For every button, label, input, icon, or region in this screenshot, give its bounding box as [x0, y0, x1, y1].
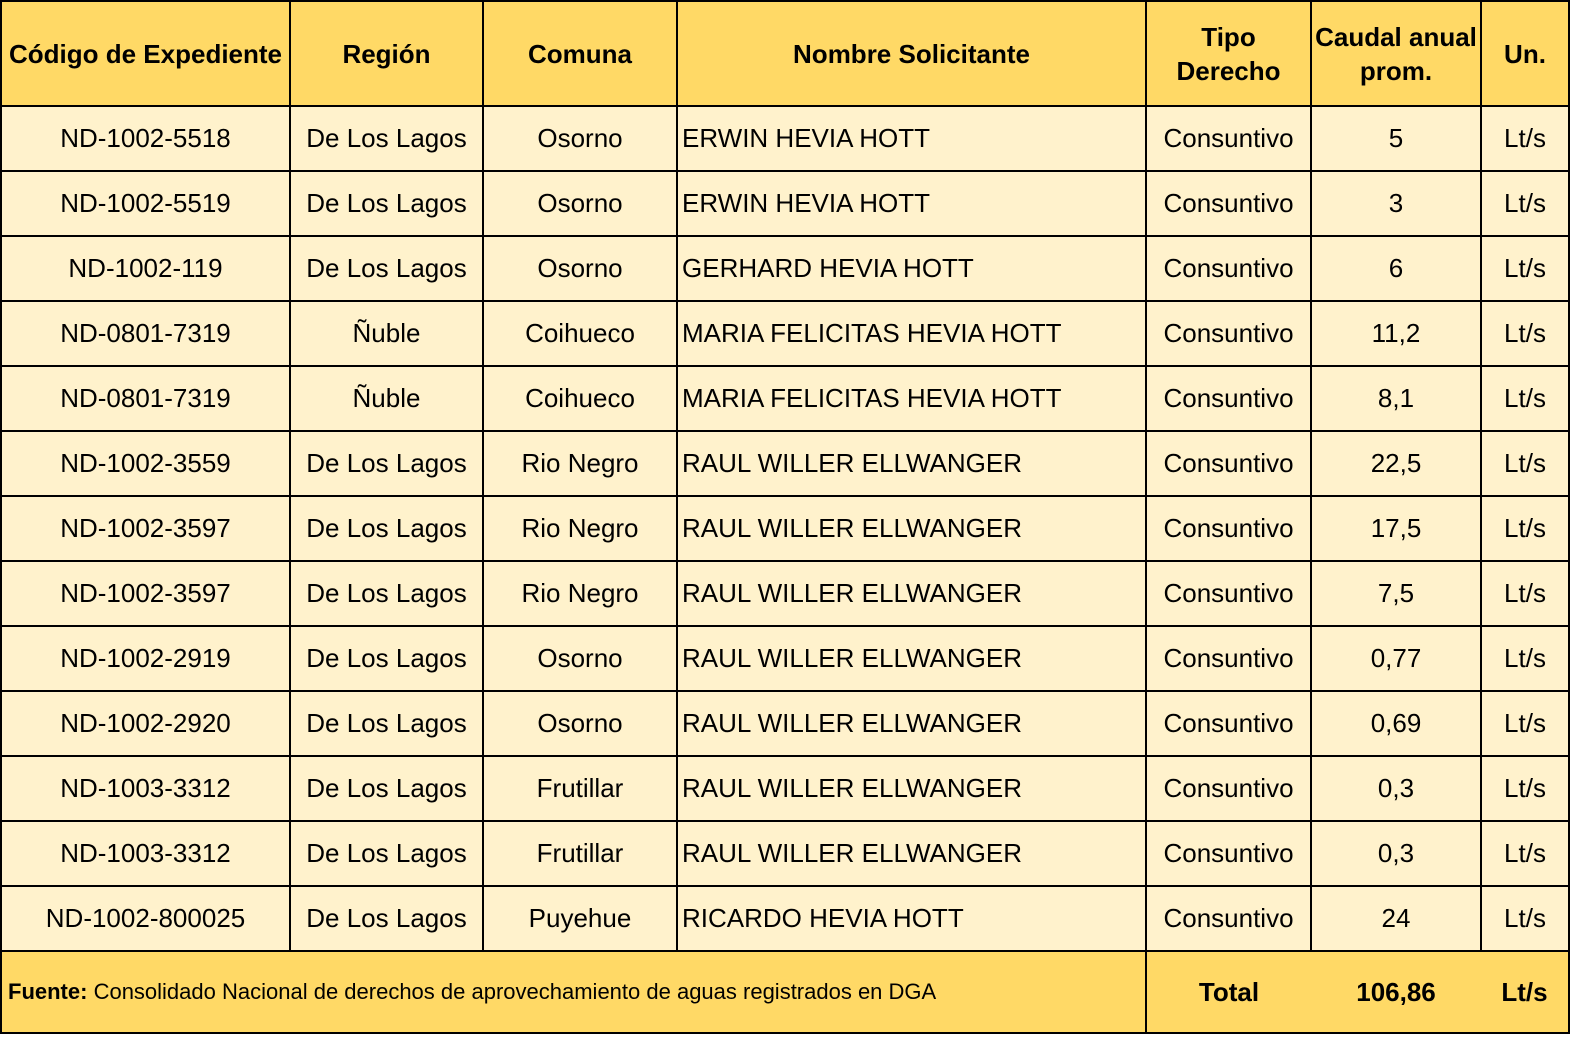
cell-unidad: Lt/s: [1481, 821, 1569, 886]
header-nombre-solicitante: Nombre Solicitante: [677, 1, 1146, 106]
cell-caudal: 3: [1311, 171, 1481, 236]
cell-codigo-expediente: ND-1002-5519: [1, 171, 290, 236]
source-text: Consolidado Nacional de derechos de aprovechamiento de aguas registrados en DGA: [87, 979, 937, 1004]
cell-codigo-expediente: ND-0801-7319: [1, 301, 290, 366]
table-row: [1, 171, 1569, 236]
total-value: 106,86: [1311, 951, 1481, 1033]
footer-row: [1, 951, 1569, 1033]
cell-comuna: Osorno: [483, 106, 677, 171]
cell-unidad: Lt/s: [1481, 366, 1569, 431]
cell-nombre-solicitante: GERHARD HEVIA HOTT: [677, 236, 1146, 301]
cell-nombre-solicitante: RAUL WILLER ELLWANGER: [677, 496, 1146, 561]
cell-region: De Los Lagos: [290, 496, 483, 561]
cell-tipo-derecho: Consuntivo: [1146, 106, 1311, 171]
cell-nombre-solicitante: RAUL WILLER ELLWANGER: [677, 756, 1146, 821]
source-note: [1, 951, 1146, 1033]
cell-region: De Los Lagos: [290, 431, 483, 496]
cell-region: De Los Lagos: [290, 626, 483, 691]
cell-comuna: Coihueco: [483, 366, 677, 431]
table-header: [1, 1, 1569, 106]
header-comuna: Comuna: [483, 1, 677, 106]
cell-nombre-solicitante: ERWIN HEVIA HOTT: [677, 171, 1146, 236]
cell-caudal: 5: [1311, 106, 1481, 171]
cell-comuna: Rio Negro: [483, 561, 677, 626]
table-row: [1, 496, 1569, 561]
cell-unidad: Lt/s: [1481, 886, 1569, 951]
table-row: [1, 561, 1569, 626]
total-label: Total: [1146, 951, 1311, 1033]
cell-nombre-solicitante: MARIA FELICITAS HEVIA HOTT: [677, 366, 1146, 431]
table-row: [1, 106, 1569, 171]
cell-codigo-expediente: ND-1002-3597: [1, 561, 290, 626]
cell-unidad: Lt/s: [1481, 171, 1569, 236]
cell-unidad: Lt/s: [1481, 756, 1569, 821]
table-row: [1, 236, 1569, 301]
header-tipo-derecho: Tipo Derecho: [1146, 1, 1311, 106]
cell-comuna: Osorno: [483, 691, 677, 756]
cell-region: De Los Lagos: [290, 236, 483, 301]
cell-codigo-expediente: ND-1003-3312: [1, 756, 290, 821]
cell-tipo-derecho: Consuntivo: [1146, 561, 1311, 626]
cell-caudal: 0,3: [1311, 821, 1481, 886]
cell-unidad: Lt/s: [1481, 561, 1569, 626]
cell-region: De Los Lagos: [290, 691, 483, 756]
cell-region: De Los Lagos: [290, 561, 483, 626]
cell-comuna: Osorno: [483, 236, 677, 301]
cell-caudal: 11,2: [1311, 301, 1481, 366]
cell-codigo-expediente: ND-1002-2920: [1, 691, 290, 756]
cell-nombre-solicitante: RAUL WILLER ELLWANGER: [677, 691, 1146, 756]
cell-region: De Los Lagos: [290, 106, 483, 171]
cell-caudal: 24: [1311, 886, 1481, 951]
cell-codigo-expediente: ND-1002-3597: [1, 496, 290, 561]
cell-comuna: Frutillar: [483, 756, 677, 821]
cell-comuna: Coihueco: [483, 301, 677, 366]
cell-comuna: Rio Negro: [483, 496, 677, 561]
cell-caudal: 0,3: [1311, 756, 1481, 821]
cell-caudal: 0,77: [1311, 626, 1481, 691]
cell-codigo-expediente: ND-1002-5518: [1, 106, 290, 171]
cell-tipo-derecho: Consuntivo: [1146, 821, 1311, 886]
table-row: [1, 886, 1569, 951]
cell-region: Ñuble: [290, 301, 483, 366]
table-row: [1, 366, 1569, 431]
table-body: [1, 106, 1569, 951]
cell-unidad: Lt/s: [1481, 691, 1569, 756]
cell-caudal: 17,5: [1311, 496, 1481, 561]
cell-region: De Los Lagos: [290, 756, 483, 821]
table-row: [1, 301, 1569, 366]
table-row: [1, 691, 1569, 756]
cell-caudal: 7,5: [1311, 561, 1481, 626]
header-unidad: Un.: [1481, 1, 1569, 106]
cell-tipo-derecho: Consuntivo: [1146, 431, 1311, 496]
cell-unidad: Lt/s: [1481, 106, 1569, 171]
table-row: [1, 626, 1569, 691]
source-label: Fuente:: [8, 979, 88, 1004]
header-region: Región: [290, 1, 483, 106]
cell-unidad: Lt/s: [1481, 236, 1569, 301]
header-codigo-expediente: Código de Expediente: [1, 1, 290, 106]
cell-nombre-solicitante: RICARDO HEVIA HOTT: [677, 886, 1146, 951]
cell-nombre-solicitante: RAUL WILLER ELLWANGER: [677, 821, 1146, 886]
table-row: [1, 756, 1569, 821]
cell-nombre-solicitante: ERWIN HEVIA HOTT: [677, 106, 1146, 171]
cell-comuna: Frutillar: [483, 821, 677, 886]
cell-codigo-expediente: ND-1003-3312: [1, 821, 290, 886]
header-row: [1, 1, 1569, 106]
table-footer: [1, 951, 1569, 1033]
cell-unidad: Lt/s: [1481, 496, 1569, 561]
cell-tipo-derecho: Consuntivo: [1146, 236, 1311, 301]
cell-comuna: Osorno: [483, 626, 677, 691]
cell-nombre-solicitante: RAUL WILLER ELLWANGER: [677, 561, 1146, 626]
cell-tipo-derecho: Consuntivo: [1146, 886, 1311, 951]
cell-comuna: Rio Negro: [483, 431, 677, 496]
cell-tipo-derecho: Consuntivo: [1146, 366, 1311, 431]
header-caudal: Caudal anual prom.: [1311, 1, 1481, 106]
cell-tipo-derecho: Consuntivo: [1146, 691, 1311, 756]
cell-region: De Los Lagos: [290, 886, 483, 951]
cell-region: De Los Lagos: [290, 821, 483, 886]
cell-nombre-solicitante: MARIA FELICITAS HEVIA HOTT: [677, 301, 1146, 366]
cell-codigo-expediente: ND-1002-800025: [1, 886, 290, 951]
cell-comuna: Osorno: [483, 171, 677, 236]
cell-nombre-solicitante: RAUL WILLER ELLWANGER: [677, 431, 1146, 496]
cell-caudal: 22,5: [1311, 431, 1481, 496]
table-row: [1, 431, 1569, 496]
cell-unidad: Lt/s: [1481, 431, 1569, 496]
cell-region: De Los Lagos: [290, 171, 483, 236]
cell-comuna: Puyehue: [483, 886, 677, 951]
total-unit: Lt/s: [1481, 951, 1569, 1033]
cell-unidad: Lt/s: [1481, 301, 1569, 366]
cell-caudal: 8,1: [1311, 366, 1481, 431]
cell-tipo-derecho: Consuntivo: [1146, 626, 1311, 691]
cell-codigo-expediente: ND-1002-119: [1, 236, 290, 301]
cell-caudal: 6: [1311, 236, 1481, 301]
cell-tipo-derecho: Consuntivo: [1146, 171, 1311, 236]
cell-codigo-expediente: ND-0801-7319: [1, 366, 290, 431]
cell-codigo-expediente: ND-1002-3559: [1, 431, 290, 496]
cell-caudal: 0,69: [1311, 691, 1481, 756]
cell-region: Ñuble: [290, 366, 483, 431]
cell-tipo-derecho: Consuntivo: [1146, 756, 1311, 821]
table-row: [1, 821, 1569, 886]
cell-codigo-expediente: ND-1002-2919: [1, 626, 290, 691]
cell-unidad: Lt/s: [1481, 626, 1569, 691]
cell-tipo-derecho: Consuntivo: [1146, 496, 1311, 561]
cell-nombre-solicitante: RAUL WILLER ELLWANGER: [677, 626, 1146, 691]
cell-tipo-derecho: Consuntivo: [1146, 301, 1311, 366]
